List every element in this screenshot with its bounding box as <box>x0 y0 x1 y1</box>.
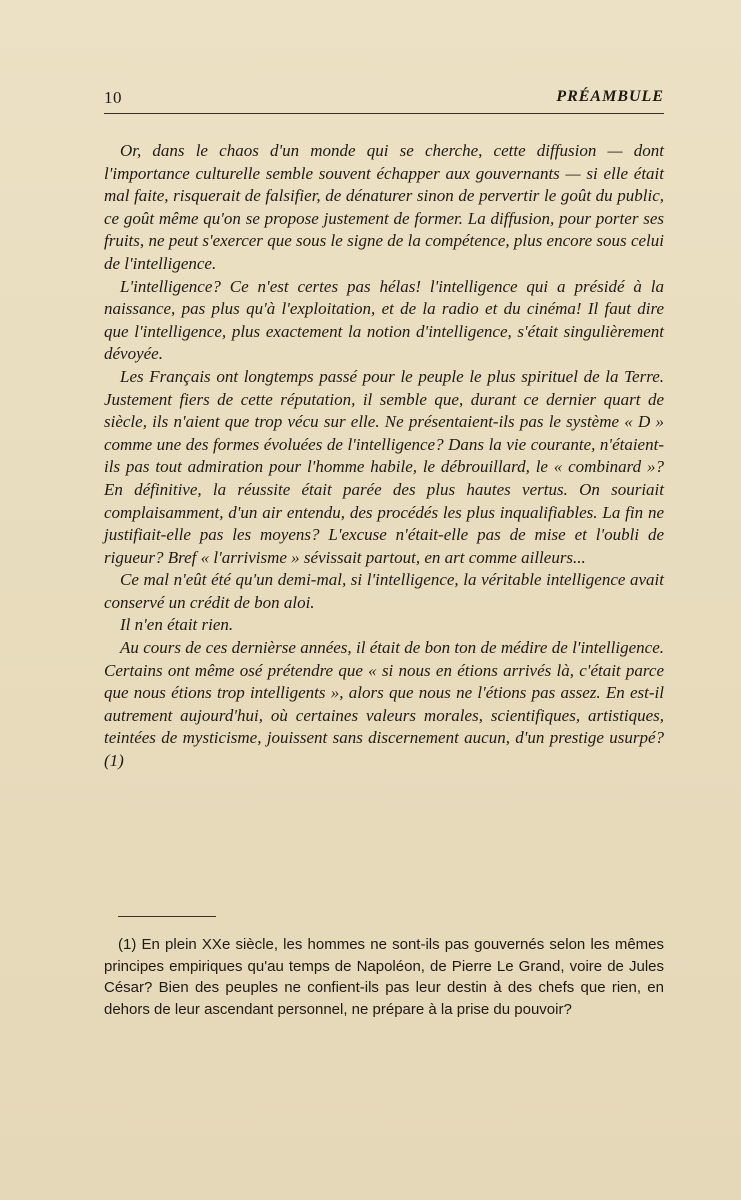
footnote: (1) En plein XXe siècle, les hommes ne sont-ils pas gouvernés selon les mêmes principes empiriques qu'au temps de Napoléon, de Pierre Le Grand, voire de Jules César? Bien des peuples ne confient-ils pas leur destin à des chefs que rien, en dehors de leur ascendant personnel, ne prépare à la prise du pouvoir? <box>104 936 664 1018</box>
paragraph: L'intelligence? Ce n'est certes pas hélas! l'intelligence qui a présidé à la naissance, pas plus qu'à l'exploitation, et de la radio et du cinéma! Il faut dire que l'intelligence, plus exactement la notion d'intelligence, s'était singulièrement dévoyée. <box>104 276 664 364</box>
page-header <box>104 86 664 112</box>
footnote-rule <box>118 916 216 917</box>
paragraph: Il n'en était rien. <box>120 615 234 635</box>
paragraph: Or, dans le chaos d'un monde qui se cherche, cette diffusion — dont l'importance culturelle semble souvent échapper aux gouvernants — si elle était mal faite, risquerait de falsifier, de dénaturer sinon de pervertir le goût du public, ce goût même qu'on se propose justement de former. La diffusion, pour porter ses fruits, ne peut s'exercer que sous le signe de la compétence, plus encore sous celui de l'intelligence. <box>104 141 664 273</box>
main-text <box>104 140 664 773</box>
paragraph: Ce mal n'eût été qu'un demi-mal, si l'intelligence, la véritable intelligence avait conservé un crédit de bon aloi. <box>104 570 664 612</box>
paragraph: Les Français ont longtemps passé pour le peuple le plus spirituel de la Terre. Justement fiers de cette réputation, il semble que, durant ce dernier quart de siècle, ils n'aient que trop vécu sur elle. Ne présentaient-ils pas le système « D » comme une des formes évoluées de l'intelligence? Dans la vie courante, n'étaient-ils pas tout admiration pour l'homme habile, le débrouillard, le « combinard »? En définitive, la réussite était parée des plus hautes vertus. On souriait complaisamment, d'un air entendu, des procédés les plus inqualifiables. La fin ne justifiait-elle pas les moyens? L'excuse n'était-elle pas de mise et l'oubli de rigueur? Bref « l'arrivisme » sévissait partout, en art comme ailleurs... <box>104 366 664 567</box>
header-rule <box>104 113 664 114</box>
page-number: 10 <box>104 88 122 107</box>
paragraph: Au cours de ces dernièrse années, il était de bon ton de médire de l'intelligence. Certains ont même osé prétendre que « si nous en étions arrivés là, c'était parce que nous étions trop intelligents », alors que nous ne l'étions pas assez. En est-il autrement aujourd'hui, où certaines valeurs morales, scientifiques, artistiques, teintées de mysticisme, jouissent sans discernement aucun, d'un prestige usurpé? (1) <box>104 638 664 771</box>
running-title: PRÉAMBULE <box>556 88 664 105</box>
